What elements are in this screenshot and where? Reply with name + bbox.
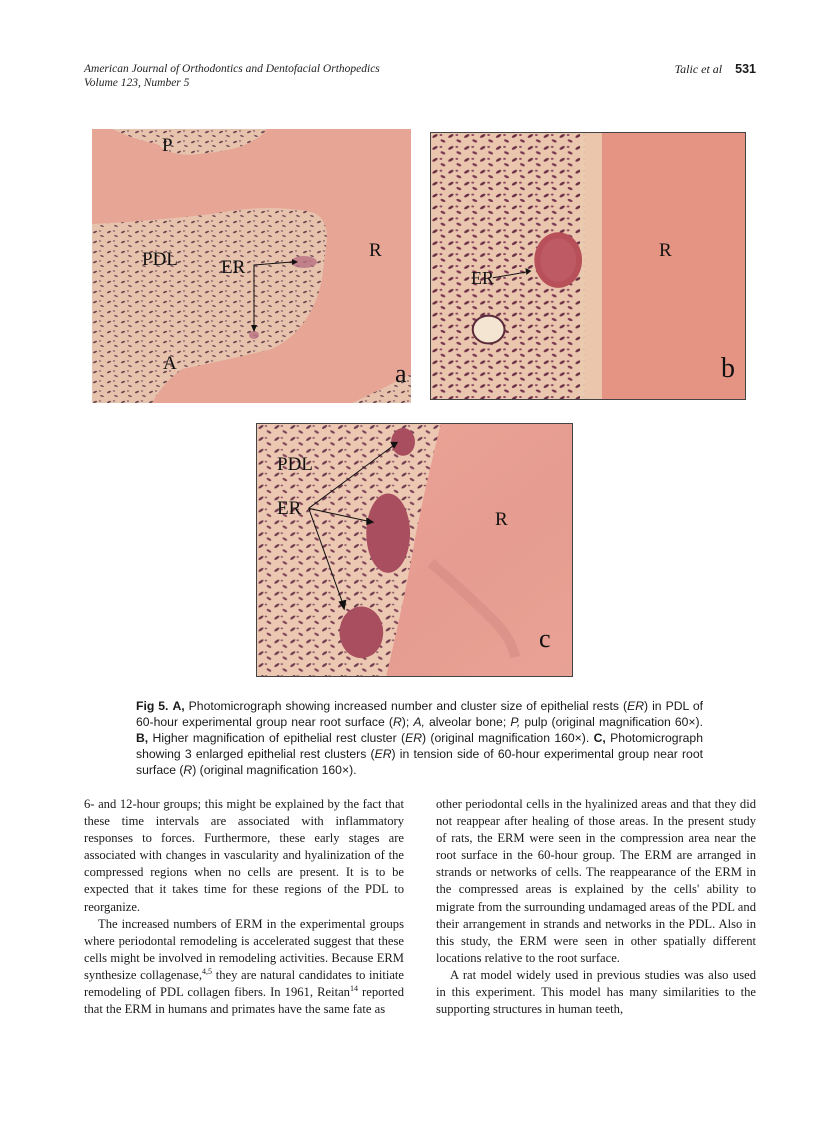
caption-abbrev: ER [627,699,645,713]
paragraph: A rat model widely used in previous studies was also used in this experiment. This model has many similarities to the supporting structures in human teeth, [436,967,756,1017]
label-pdl: PDL [277,454,313,475]
caption-a-label: A, [172,699,185,713]
caption-abbrev: A, [413,715,425,729]
body-column-left [84,796,404,1018]
caption-text: ) in tension side of 60-hour experimental group near root surface ( [136,747,703,777]
panel-letter-b: b [721,353,735,384]
label-root: R [495,509,508,530]
caption-fig-label: Fig 5. [136,699,169,713]
caption-text: ); [401,715,414,729]
micrograph-a-image [92,129,411,403]
paragraph-text: reported that the ERM in humans and primates have the same fate as [84,985,404,1017]
body-column-right [436,796,756,1018]
figure-panel-a [92,129,411,403]
label-pulp: P [162,135,173,156]
journal-title: American Journal of Orthodontics and Dentofacial Orthopedics [84,63,380,75]
caption-abbrev: R [183,763,193,777]
paragraph: other periodontal cells in the hyalinized areas and that they did not reappear after healing of those areas. In the present study of rats, the ERM were seen in the compression area near the root surface in the 60-hour group. The ERM are arranged in strands or networks of cells. The reappearance of the ERM in the compressed areas is explained by the cells' ability to migrate from the surrounding undamaged areas of the PDL and their arrangement in strands and networks in the PDL. Also in this study, the ERM were seen in other spatially different locations relative to the root surface. [436,797,756,965]
author-line: Talic et al [674,62,723,76]
caption-text: Photomicrograph showing increased number and cluster size of epithelial rests ( [184,699,628,713]
label-root: R [659,240,672,261]
caption-abbrev: R [392,715,402,729]
caption-c-label: C, [593,731,606,745]
figure-caption [136,698,703,778]
panel-letter-c: c [539,624,551,653]
caption-abbrev: ER [405,731,422,745]
paragraph-text: The increased numbers of ERM in the experimental groups where periodontal remodeling is accelerated suggest that these cells might be involved in remodeling activities. Because ERM synthesize collagenase, [84,916,404,982]
caption-text: Higher magnification of epithelial rest cluster ( [148,731,406,745]
running-header-page [675,62,756,76]
caption-text: ) in PDL of 60-hour experimental group near root surface ( [136,699,704,729]
caption-text: pulp (original magnification 60×). [520,715,703,729]
label-root: R [369,240,382,261]
figure-panel-c [256,423,573,677]
figure-panel-b [430,132,746,400]
citation-ref: 4,5 [202,966,213,976]
paragraph: 6- and 12-hour groups; this might be explained by the fact that these time intervals are associated with inflammatory responses to forces. Furthermore, these early stages are associated with changes in vascularity and hyalinization of the compressed regions when no cells are present. It is to be expected that it takes time for these regions of the PDL to reorganize. [84,797,404,914]
citation-ref: 14 [349,983,358,993]
caption-text: alveolar bone; [424,715,511,729]
caption-text: Photomicrograph showing 3 enlarged epithelial rest clusters ( [136,731,703,761]
label-er: ER [471,268,495,288]
caption-text: ) (original magnification 160×). [422,731,594,745]
page-number: 531 [735,62,756,76]
running-header-journal [84,62,380,90]
caption-abbrev: P, [510,715,521,729]
label-er: ER [221,257,246,278]
caption-b-label: B, [136,731,149,745]
micrograph-b-image [431,133,745,399]
label-pdl: PDL [142,249,178,270]
label-alveolar-bone: A [163,353,177,374]
caption-text: ) (original magnification 160×). [192,763,357,777]
label-er: ER [277,498,302,519]
panel-letter-a: a [395,359,407,388]
caption-abbrev: ER [374,747,392,761]
journal-volume: Volume 123, Number 5 [84,77,190,89]
paragraph [84,916,404,1019]
paragraph-text: they are natural candidates to initiate remodeling of PDL collagen fibers. In 1961, Reitan [84,967,405,1000]
